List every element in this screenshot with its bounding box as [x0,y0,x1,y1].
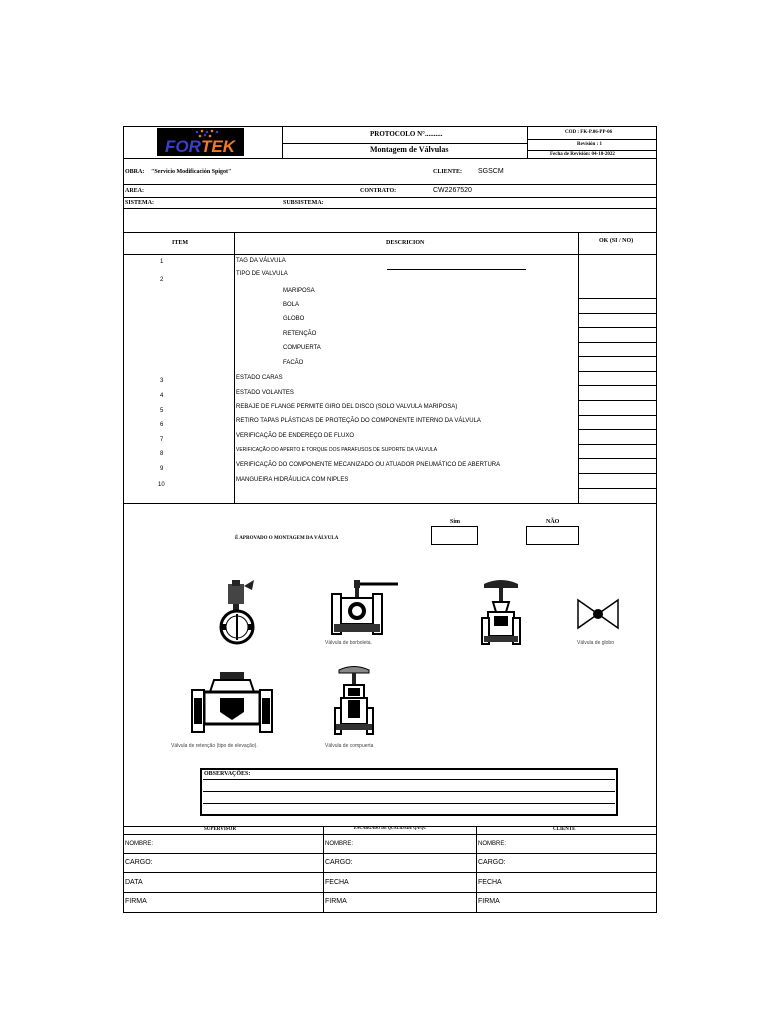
qa-date-label: FECHA [325,879,349,886]
tag-entry-line [387,269,526,270]
valve-type-option: MARIPOSA [283,288,315,294]
obra-label: OBRA: [125,169,145,175]
gate-valve-caption: Válvula de compuerta [325,743,374,749]
item-description: RETIRO TAPAS PLÁSTICAS DE PROTEÇÃO DO COMPONENTE INTERNO DA VÁLVULA [236,418,481,424]
item-description: TAG DA VÁLVULA [236,258,286,264]
item-number: 6 [160,422,164,428]
observations-box[interactable] [200,768,618,816]
butterfly-valve-caption: Válvula de borboleta. [325,640,372,646]
column-header-ok: OK (SI / NO) [599,238,634,244]
cliente-value: SGSCM [478,168,504,175]
area-label: AREA: [125,188,144,194]
item-number: 1 [160,259,164,265]
item-number: 5 [160,408,164,414]
globe-valve-symbol-icon [576,596,620,632]
check-valve-icon [190,668,274,736]
client-date-label: FECHA [478,879,502,886]
client-header: CLIENTE [553,827,576,832]
check-valve-caption: Válvula de retenção (tipo de elevação). [171,743,258,749]
ball-valve-icon [330,578,400,640]
item-number: 4 [160,393,164,399]
supervisor-cargo-label: CARGO: [125,859,153,866]
qa-signature-label: FIRMA [325,898,347,905]
qa-cargo-label: CARGO: [325,859,353,866]
item-description: TIPO DE VALVULA [236,271,288,277]
approval-yes-checkbox[interactable] [431,526,478,545]
item-description: MANGUEIRA HIDRÁULICA COM NIPLES [236,477,349,483]
client-cargo-label: CARGO: [478,859,506,866]
globe-valve-caption: Válvula de globo [577,640,614,646]
subsistema-label: SUBSISTEMA: [283,200,324,206]
column-header-item: ITEM [172,240,189,246]
item-description: REBAJE DE FLANGE PERMITE GIRO DEL DISCO (SOLO VALVULA MARIPOSA) [236,404,458,410]
observations-label: OBSERVAÇÕES: [204,771,251,777]
butterfly-valve-icon [214,578,264,650]
column-header-description: DESCRICION [386,240,425,246]
item-number: 7 [160,437,164,443]
valve-type-option: RETENÇÃO [283,331,317,337]
item-number: 10 [158,482,165,488]
contrato-label: CONTRATO: [360,188,397,194]
approval-yes-label: Sim [450,519,461,525]
gate-valve-icon [333,664,375,738]
item-description: VERIFICAÇÃO DO COMPONENTE MECANIZADO OU ATUADOR PNEUMÁTICO DE ABERTURA [236,462,501,468]
client-nombre-label: NOMBRE: [478,841,507,847]
valve-type-option: GLOBO [283,316,305,322]
supervisor-nombre-label: NOMBRE: [125,841,154,847]
obra-value: "Servicio Modificación Spigot" [151,169,232,175]
supervisor-signature-label: FIRMA [125,898,147,905]
item-description: VERIFICAÇÃO DE ENDEREÇO DE FLUXO [236,433,355,439]
valve-type-option: FACÃO [283,360,304,366]
item-description: VERIFICAÇÃO DO APERTO E TORQUE DOS PARAFUSOS DE SUPORTE DA VÁLVULA [236,447,438,453]
item-number: 8 [160,451,164,457]
supervisor-header: SUPERVISOR [204,827,237,832]
qa-header: ENCARGADO DE QUALIDADE QA/QC [354,825,427,830]
contrato-value: CW2267520 [433,187,472,194]
document-code: COD : FK-P.06-PP-06 [565,130,613,135]
svg-text:FOR: FOR [165,137,201,156]
supervisor-date-label: DATA [125,879,143,886]
revision-number: Revisión : 1 [577,142,602,147]
revision-date: Fecha de Revisión: 04-10-2022 [550,152,615,157]
item-number: 3 [160,378,164,384]
valve-type-option: COMPUERTA [283,345,321,351]
cliente-label: CLIENTE: [433,169,463,175]
client-signature-label: FIRMA [478,898,500,905]
approval-no-label: NÃO [546,519,560,525]
item-number: 9 [160,466,164,472]
approval-no-checkbox[interactable] [526,526,579,545]
svg-text:TEK: TEK [201,137,235,156]
document-title: Montagem de Válvulas [370,145,449,154]
globe-valve-cutaway-icon [480,578,522,648]
item-number: 2 [160,277,164,283]
sistema-label: SISTEMA: [125,200,155,206]
valve-type-option: BOLA [283,302,300,308]
qa-nombre-label: NOMBRE: [325,841,354,847]
approval-question: É APROVADO O MONTAGEM DA VÁLVULA [235,536,339,541]
company-logo [157,128,244,156]
item-description: ESTADO VOLANTES [236,390,294,396]
item-description: ESTADO CARAS [236,375,283,381]
protocol-number: PROTOCOLO N°.......... [370,130,443,138]
